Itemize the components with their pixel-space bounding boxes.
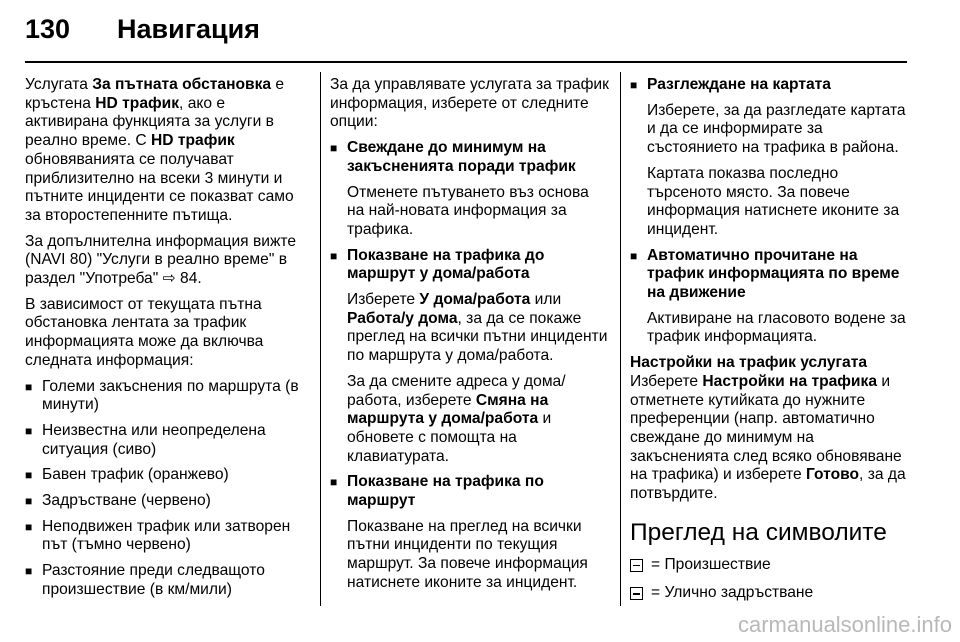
- column-2: [330, 76, 610, 600]
- paragraph-options-intro: За да управлявате услугата за трафик информация, изберете от следните опции:: [330, 76, 609, 131]
- option-description: Активиране на гласовото водене за трафик информацията.: [647, 309, 906, 346]
- bold-term: HD трафик: [95, 94, 180, 112]
- paragraph-more-info: [25, 233, 310, 289]
- option-route-traffic: [330, 473, 610, 510]
- option-auto-read: [630, 247, 910, 303]
- bold-term: HD трафик: [151, 132, 235, 150]
- text: или: [530, 291, 562, 309]
- bold-term: Работа/у дома: [347, 309, 458, 327]
- settings-heading: Настройки на трафик услугата: [630, 354, 868, 372]
- text: Изберете: [630, 372, 703, 390]
- bold-term: Смяна на маршрута у дома/работа: [347, 391, 549, 428]
- option-home-work-route: [330, 247, 610, 284]
- list-item: ■ Неизвестна или неопределена ситуация (сиво): [25, 422, 310, 459]
- option-title: Показване на трафика по маршрут: [347, 473, 544, 510]
- page-title: Навигация: [117, 14, 260, 44]
- text: За да смените адреса у дома/работа, изберете: [347, 372, 566, 409]
- text: 84.: [175, 270, 202, 288]
- symbol-row: [630, 584, 910, 603]
- symbol-label: = Улично задръстване: [651, 584, 814, 602]
- text: Изберете: [347, 291, 420, 309]
- option-description: Отменете пътуването въз основа на най-новата информация за трафика.: [347, 183, 589, 238]
- symbol-row: [630, 556, 910, 575]
- list-item: ■ Големи закъснения по маршрута (в минути): [25, 378, 310, 415]
- text: Услугата: [25, 76, 93, 93]
- list-item: ■ Разстояние преди следващото произшествие (в км/мили): [25, 562, 310, 599]
- option-title: Автоматично прочитане на трафик информацията по време на движение: [647, 246, 900, 302]
- text: обновяванията се получават приблизително на всеки 3 минути и пътните инциденти се показват само за второстепенните пътища.: [25, 150, 294, 224]
- traffic-jam-icon: [630, 587, 643, 600]
- text: и обновете с помощта на клавиатурата.: [347, 410, 552, 465]
- bold-term: Настройки на трафика: [702, 372, 877, 390]
- list-item: ■ Неподвижен трафик или затворен път (тъмно червено): [25, 518, 310, 555]
- option-title: Показване на трафика до маршрут у дома/работа: [347, 246, 545, 283]
- text: е кръстена: [25, 76, 285, 112]
- paragraph-traffic-bar: В зависимост от текущата пътна обстановка лентата за трафик информацията може да включва следната информация:: [25, 295, 264, 369]
- symbols-heading: Преглед на символите: [630, 518, 887, 546]
- text: и отметнете кутийката до нужните преференции (напр. автоматично свеждане до минимум на закъсненията след всяко обновяване на трафика) и изберете: [630, 372, 902, 484]
- paragraph-hd-traffic: [25, 76, 310, 226]
- header-rule: [25, 61, 907, 63]
- symbol-label: = Произшествие: [651, 555, 771, 573]
- list-item: ■ Задръстване (червено): [25, 492, 310, 511]
- bold-term: За пътната обстановка: [92, 76, 272, 93]
- text: , за да се покаже преглед на всички пътни инциденти по маршрута у дома/работа.: [347, 309, 608, 365]
- bold-term: У дома/работа: [419, 291, 531, 309]
- incident-icon: [630, 559, 643, 572]
- option-description: [330, 373, 610, 467]
- text: , за да потвърдите.: [630, 466, 906, 503]
- text: , ако е активирана функцията за услуги в реално време. С: [25, 94, 274, 150]
- column-divider-2: [620, 72, 621, 606]
- option-description: Картата показва последно търсеното място. За повече информация натиснете иконите за инцидент.: [647, 164, 900, 238]
- option-view-map: [630, 76, 910, 95]
- bold-term: Готово: [805, 466, 860, 484]
- option-description: [330, 291, 610, 366]
- option-title: Разглеждане на картата: [647, 76, 831, 93]
- page-reference-arrow-icon: ⇨: [162, 270, 176, 288]
- page-number: 130: [25, 14, 71, 44]
- watermark: carmanualsonline.info: [737, 612, 952, 637]
- column-1: [25, 76, 310, 607]
- text: За допълнителна информация вижте (NAVI 80) "Услуги в реално време" в раздел "Употреба": [25, 232, 297, 288]
- option-title: Свеждане до минимум на закъсненията поради трафик: [347, 139, 576, 175]
- column-divider-1: [320, 72, 321, 606]
- list-item: ■ Бавен трафик (оранжево): [25, 466, 310, 485]
- option-description: Изберете, за да разгледате картата и да се информирате за състоянието на трафика в района.: [647, 101, 906, 157]
- option-description: Показване на преглед на всички пътни инциденти по текущия маршрут. За повече информация натиснете иконите за инцидент.: [347, 517, 588, 591]
- settings-section: [630, 354, 910, 504]
- column-3: [630, 76, 910, 613]
- option-minimize-delays: [330, 139, 610, 176]
